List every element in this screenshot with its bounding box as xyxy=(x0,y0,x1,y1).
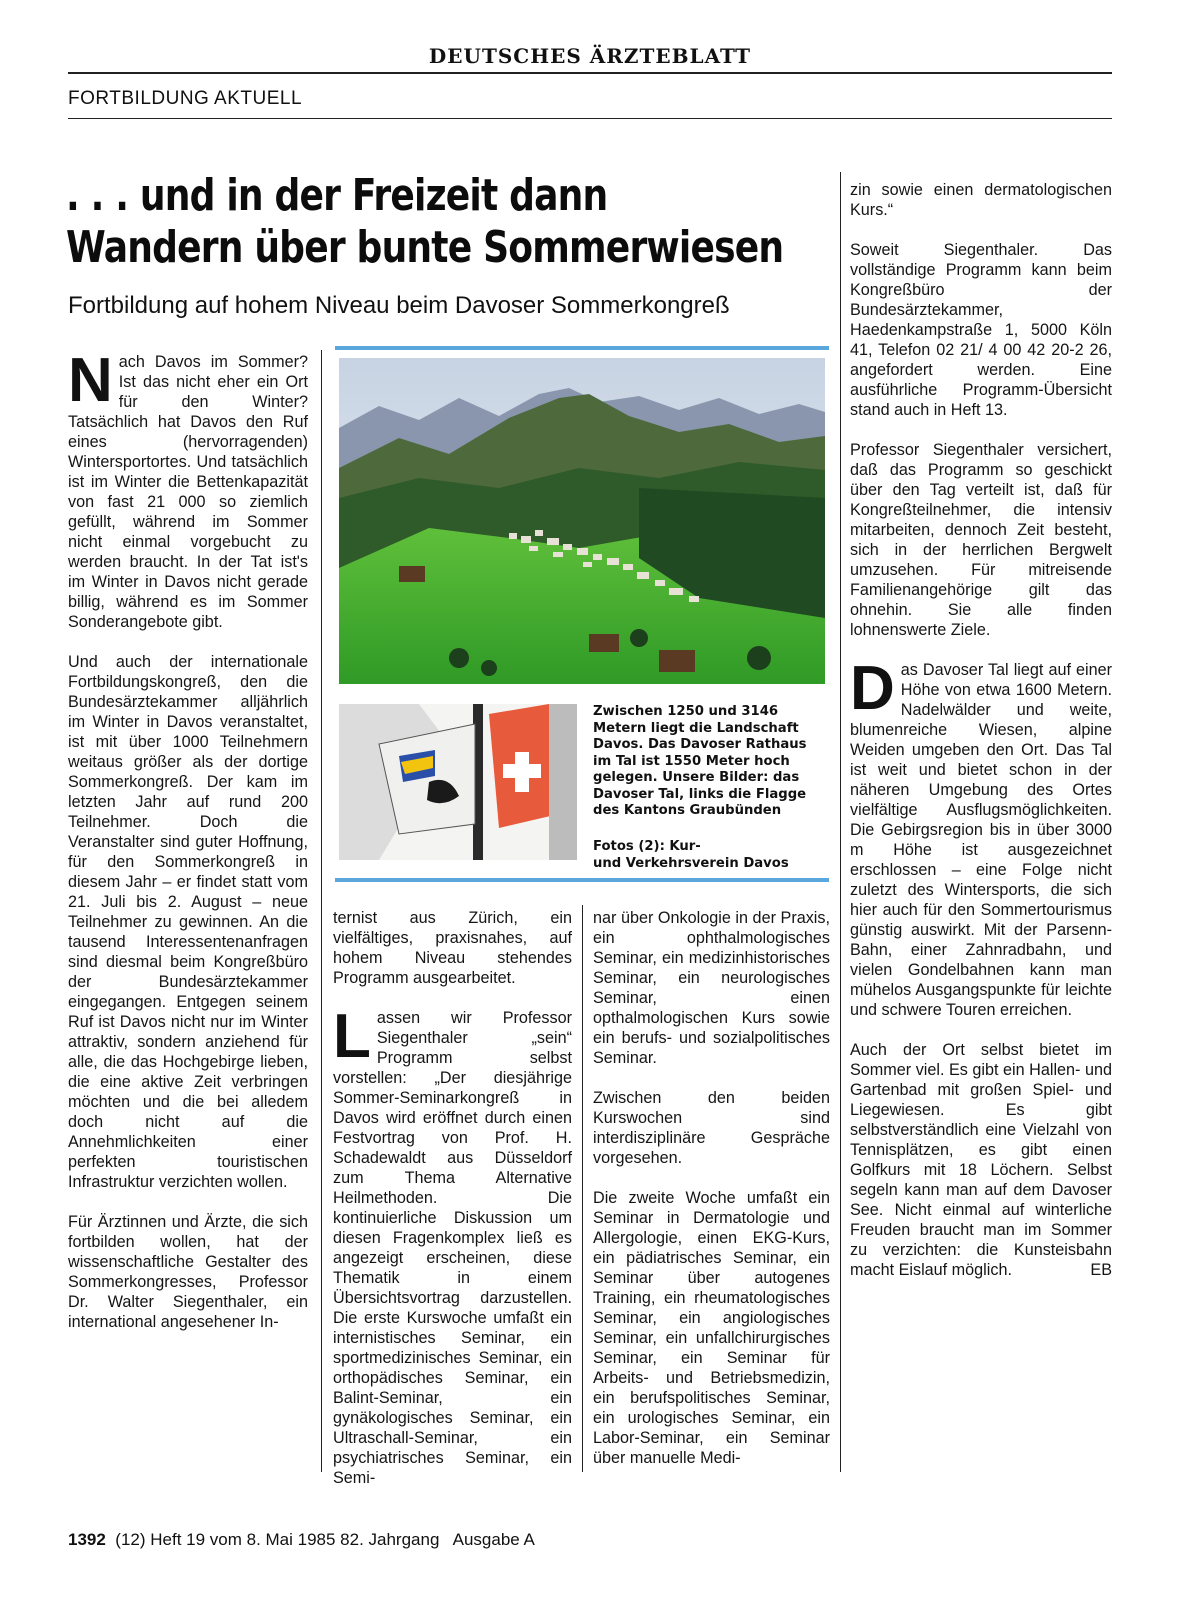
column-rule-2 xyxy=(582,905,583,1472)
column-4 xyxy=(850,180,1112,1280)
drop-cap-d: D xyxy=(850,654,895,723)
page-number: 1392 xyxy=(68,1530,106,1549)
col4-paragraph-4: Das Davoser Tal liegt auf einer Höhe von etwa 1600 Metern. Nadelwälder und weite, blumenreiche Wiesen, alpine Weiden umgeben den Ort. Das Tal ist weit und bietet schon in der näheren Umgebung des Ortes vielfältige Ausflugsmöglichkeiten. Die Gebirgsregion bis in über 3000 m Höhe ist ausgezeichnet erschlossen – eine Folge nicht zuletzt des Wintersports, die sich hier auch für den Sommertourismus günstig auswirkt. Mit der Parsenn-Bahn, einer Zahnradbahn, und vielen Gondelbahnen kann man mühelos Ausgangspunkte für leichte und schwere Touren erreichen. xyxy=(850,654,1112,1019)
issue-info: (12) Heft 19 vom 8. Mai 1985 82. Jahrgang Ausgabe A xyxy=(115,1530,535,1549)
photo-top-rule xyxy=(335,346,829,350)
masthead-rule xyxy=(68,72,1112,74)
col3-paragraph-1: nar über Onkologie in der Praxis, ein ophthalmologisches Seminar, ein medizinhistorisches Seminar, ein neurologisches Seminar, einen opthalmologischen Kurs sowie ein berufs- und sozialpolitisches Seminar. xyxy=(593,909,830,1067)
headline-line-2: Wandern über bunte Sommerwiesen xyxy=(66,222,784,273)
section-label: FORTBILDUNG AKTUELL xyxy=(68,88,303,109)
davos-valley-photo xyxy=(339,358,825,684)
photo-credit xyxy=(593,838,823,872)
photo-credit-line-1: Fotos (2): Kur- xyxy=(593,839,701,854)
col4-paragraph-2: Soweit Siegenthaler. Das vollständige Programm kann beim Kongreßbüro der Bundesärztekammer, Haedenkampstraße 1, 5000 Köln 41, Telefon 02 21/ 4 00 42 20-2 26, angefordert werden. Eine ausführliche Programm-Übersicht stand auch in Heft 13. xyxy=(850,241,1112,419)
col4-paragraph-3: Professor Siegenthaler versichert, daß das Programm so geschickt über den Tag verteilt ist, daß für Kongreßteilnehmer, die intensiv mitarbeiten, dennoch Zeit besteht, sich in der herrlichen Bergwelt umzusehen. Für mitreisende Familienangehörige gilt das ohnehin. Sie alle finden lohnenswerte Ziele. xyxy=(850,441,1112,639)
col3-paragraph-2: Zwischen den beiden Kurswochen sind interdisziplinäre Gespräche vorgesehen. xyxy=(593,1089,830,1167)
masthead: DEUTSCHES ÄRZTEBLATT xyxy=(428,44,752,68)
col1-paragraph-2: Und auch der internationale Fortbildungskongreß, den die Bundesärztekammer alljährlich im Winter in Davos veranstaltet, ist mit über 1000 Teilnehmern weitaus größer als der dortige Sommerkongreß. Der kam im letzten Jahr auf rund 200 Teilnehmer. Doch die Veranstalter sind guter Hoffnung, für den Sommerkongreß in diesem Jahr – er findet statt vom 21. Juli bis 2. August – neue Teilnehmer zu gewinnen. An die tausend Interessentenanfragen sind diesmal beim Kongreßbüro der Bundesärztekammer eingegangen. Entgegen seinem Ruf ist Davos nicht nur im Winter attraktiv, sondern anziehend für alle, die das Hochgebirge lieben, die eine aktive Zeit verbringen möchten und die bei alledem doch nicht auf die Annehmlichkeiten einer perfekten touristischen Infrastruktur verzichten wollen. xyxy=(68,653,308,1191)
headline-line-1: . . . und in der Freizeit dann xyxy=(66,170,608,221)
section-rule xyxy=(68,118,1112,119)
graubuenden-flag-photo xyxy=(339,704,577,860)
column-rule-3 xyxy=(840,172,841,1472)
col1-paragraph-3: Für Ärztinnen und Ärzte, die sich fortbilden wollen, hat der wissenschaftliche Gestalter des Sommerkongresses, Professor Dr. Walter Siegenthaler, ein international angesehener In- xyxy=(68,1213,308,1331)
subtitle: Fortbildung auf hohem Niveau beim Davoser Sommerkongreß xyxy=(68,292,730,319)
photo-caption: Zwischen 1250 und 3146 Metern liegt die Landschaft Davos. Das Davoser Rathaus im Tal ist 1550 Meter hoch gelegen. Unsere Bilder: das Davoser Tal, links die Flagge des Kantons Graubünden xyxy=(593,704,807,818)
col2-paragraph-1: ternist aus Zürich, ein vielfältiges, praxisnahes, auf hohem Niveau stehendes Programm ausgearbeitet. xyxy=(333,909,572,987)
col4-paragraph-5: Auch der Ort selbst bietet im Sommer viel. Es gibt ein Hallen- und Gartenbad mit großen Spiel- und Liegewiesen. Es gibt selbstverständlich eine Vielzahl von Tennisplätzen, es gibt einen Golfkurs mit 18 Löchern. Selbst segeln kann man auf dem Davoser See. Nicht einmal auf winterliche Freuden braucht man im Sommer zu verzichten: die Kunsteisbahn macht Eislauf möglich. EB xyxy=(850,1041,1112,1279)
headline xyxy=(66,170,784,274)
page-footer xyxy=(68,1530,535,1550)
author-signature: EB xyxy=(1090,1261,1112,1279)
photo-bottom-rule xyxy=(335,878,829,882)
column-3 xyxy=(593,908,830,1488)
drop-cap-n: N xyxy=(68,346,113,415)
col3-paragraph-3: Die zweite Woche umfaßt ein Seminar in Dermatologie und Allergologie, einen EKG-Kurs, ein pädiatrisches Seminar, ein Seminar über autogenes Training, ein rheumatologisches Seminar, ein angiologisches Seminar, ein unfallchirurgisches Seminar, ein Seminar für Arbeits- und Betriebsmedizin, ein berufspolitisches Seminar, ein urologisches Seminar, ein Labor-Seminar, ein Seminar über manuelle Medi- xyxy=(593,1189,830,1467)
column-1 xyxy=(68,346,308,1352)
drop-cap-l: L xyxy=(333,1002,371,1071)
photo-credit-line-2: und Verkehrsverein Davos xyxy=(593,856,789,871)
col4-paragraph-1: zin sowie einen dermatologischen Kurs.“ xyxy=(850,181,1112,219)
col2-paragraph-2: Lassen wir Professor Siegenthaler „sein“ Programm selbst vorstellen: „Der diesjährige Sommer-Seminarkongreß in Davos wird eröffnet durch einen Festvortrag von Prof. H. Schadewaldt aus Düsseldorf zum Thema Alternative Heilmethoden. Die kontinuierliche Diskussion um diesen Fragenkomplex ließ es angezeigt erscheinen, diese Thematik in einem Übersichtsvortrag darzustellen. Die erste Kurswoche umfaßt ein internistisches Seminar, ein sportmedizinisches Seminar, ein orthopädisches Seminar, ein Balint-Seminar, ein gynäkologisches Seminar, ein Ultraschall-Seminar, ein psychiatrisches Seminar, ein Semi- xyxy=(333,1002,572,1487)
column-2 xyxy=(333,908,572,1508)
col1-paragraph-1: Nach Davos im Sommer? Ist das nicht eher ein Ort für den Winter? Tatsächlich hat Davos den Ruf eines (hervorragenden) Wintersportortes. Und tatsächlich ist im Winter die Bettenkapazität von fast 21 000 so ziemlich gefüllt, während im Sommer nicht einmal vorgebucht zu werden braucht. In der Tat ist's im Winter in Davos nicht gerade billig, während es im Sommer Sonderangebote gibt. xyxy=(68,346,308,631)
column-rule-1 xyxy=(321,350,322,1472)
